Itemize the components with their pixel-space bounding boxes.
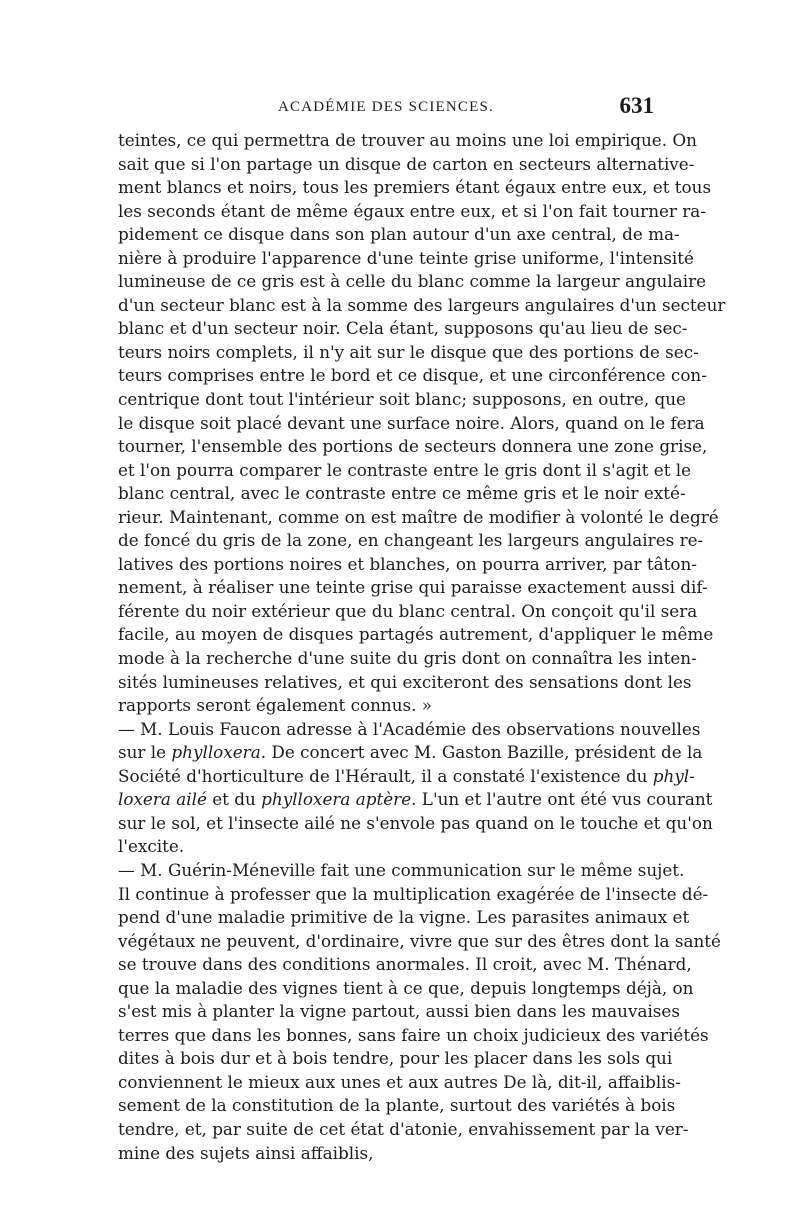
text-run: . De concert avec M. Gaston Bazille, président de la <box>260 742 703 763</box>
text-line: sités lumineuses relatives, et qui exciteront des sensations dont les <box>118 671 692 692</box>
text-line: tendre, et, par suite de cet état d'atonie, envahissement par la ver- <box>118 1118 689 1139</box>
text-line: teurs noirs complets, il n'y ait sur le disque que des portions de sec- <box>118 341 699 362</box>
text-line: férente du noir extérieur que du blanc central. On conçoit qu'il sera <box>118 600 698 621</box>
text-line: l'excite. <box>118 836 185 857</box>
text-run: et du <box>206 789 262 810</box>
text-line: pend d'une maladie primitive de la vigne. Les parasites animaux et <box>118 907 690 928</box>
text-line: de foncé du gris de la zone, en changeant les largeurs angulaires re- <box>118 530 704 551</box>
text-line: blanc et d'un secteur noir. Cela étant, supposons qu'au lieu de sec- <box>118 318 688 339</box>
text-line: facile, au moyen de disques partagés autrement, d'appliquer le même <box>118 624 714 645</box>
text-line: nière à produire l'apparence d'une teinte grise uniforme, l'intensité <box>118 247 694 268</box>
text-line: les seconds étant de même égaux entre eux, et si l'on fait tourner ra- <box>118 200 706 221</box>
text-line: Il continue à professer que la multiplication exagérée de l'insecte dé- <box>118 883 709 904</box>
text-line: rapports seront également connus. » <box>118 695 433 716</box>
text-line <box>118 788 713 812</box>
text-line: ment blancs et noirs, tous les premiers étant égaux entre eux, et tous <box>118 177 712 198</box>
text-line: rieur. Maintenant, comme on est maître de modifier à volonté le degré <box>118 506 719 527</box>
text-line: végétaux ne peuvent, d'ordinaire, vivre que sur des êtres dont la santé <box>118 930 721 951</box>
text-line: pidement ce disque dans son plan autour d'un axe central, de ma- <box>118 224 680 245</box>
text-line: dites à bois dur et à bois tendre, pour les placer dans les sols qui <box>118 1048 673 1069</box>
text-line: d'un secteur blanc est à la somme des largeurs angulaires d'un secteur <box>118 294 726 315</box>
text-line: lumineuse de ce gris est à celle du blanc comme la largeur angulaire <box>118 271 707 292</box>
running-head <box>118 93 654 123</box>
text-line: terres que dans les bonnes, sans faire un choix judicieux des variétés <box>118 1024 709 1045</box>
text-line <box>118 741 703 765</box>
text-line: — M. Louis Faucon adresse à l'Académie des observations nouvelles <box>118 718 701 739</box>
italic-run: phylloxera <box>171 742 261 763</box>
text-line: conviennent le mieux aux unes et aux autres De là, dit-il, affaiblis- <box>118 1071 681 1092</box>
text-line: mine des sujets ainsi affaiblis, <box>118 1142 374 1163</box>
page-number: 631 <box>619 93 654 118</box>
text-run: . L'un et l'autre ont été vus courant <box>411 789 713 810</box>
italic-run: phylloxera aptère <box>261 789 412 810</box>
text-line: sait que si l'on partage un disque de carton en secteurs alternative- <box>118 153 695 174</box>
text-line: teurs comprises entre le bord et ce disque, et une circonférence con- <box>118 365 707 386</box>
text-line: blanc central, avec le contraste entre ce même gris et le noir exté- <box>118 483 686 504</box>
text-line: tourner, l'ensemble des portions de secteurs donnera une zone grise, <box>118 436 708 457</box>
text-line: nement, à réaliser une teinte grise qui paraisse exactement aussi dif- <box>118 577 708 598</box>
text-line: — M. Guérin-Méneville fait une communication sur le même sujet. <box>118 859 685 880</box>
running-title: ACADÉMIE DES SCIENCES. <box>278 99 494 115</box>
text-run: sur le <box>118 742 172 763</box>
text-line: et l'on pourra comparer le contraste entre le gris dont il s'agit et le <box>118 459 692 480</box>
text-line: centrique dont tout l'intérieur soit blanc; supposons, en outre, que <box>118 389 686 410</box>
text-line: le disque soit placé devant une surface noire. Alors, quand on le fera <box>118 412 705 433</box>
text-line: sement de la constitution de la plante, surtout des variétés à bois <box>118 1095 676 1116</box>
text-line: que la maladie des vignes tient à ce que, depuis longtemps déjà, on <box>118 977 694 998</box>
text-line: sur le sol, et l'insecte ailé ne s'envole pas quand on le touche et qu'on <box>118 812 713 833</box>
text-line <box>118 765 695 789</box>
text-line: s'est mis à planter la vigne partout, aussi bien dans les mauvaises <box>118 1001 680 1022</box>
italic-run: loxera ailé <box>118 789 207 810</box>
text-line: se trouve dans des conditions anormales. Il croit, avec M. Thénard, <box>118 954 692 975</box>
text-line: latives des portions noires et blanches, on pourra arriver, par tâton- <box>118 553 697 574</box>
text-line: teintes, ce qui permettra de trouver au moins une loi empirique. On <box>118 130 697 150</box>
text-line: mode à la recherche d'une suite du gris dont on connaîtra les inten- <box>118 648 697 669</box>
text-run: Société d'horticulture de l'Hérault, il a constaté l'existence du <box>118 765 653 786</box>
italic-run: phyl- <box>652 765 695 786</box>
body-text <box>118 129 726 1165</box>
